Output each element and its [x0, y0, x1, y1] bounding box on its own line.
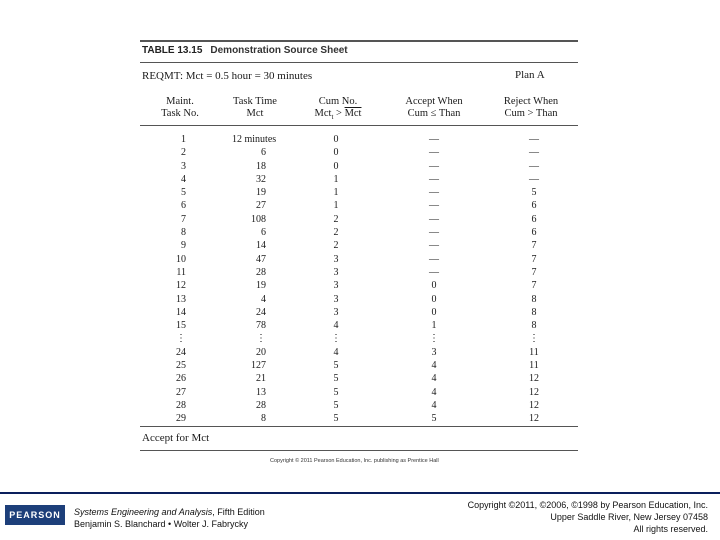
task-no-cell: 15 [176, 320, 186, 332]
cum-no-cell: 4 [333, 320, 339, 332]
accept-cell: 5 [431, 413, 437, 425]
header-cum-no [306, 96, 370, 123]
reject-cell: 11 [529, 360, 539, 372]
task-time-cell: 19 [256, 280, 266, 292]
demonstration-source-sheet [140, 38, 578, 464]
table-row [140, 213, 578, 226]
accept-cell: — [429, 213, 439, 225]
task-time-cell: 127 [251, 360, 266, 372]
reject-cell: 11 [529, 346, 539, 358]
accept-cell: 0 [431, 293, 437, 305]
publisher-logo: PEARSON [5, 505, 65, 525]
reject-cell: 12 [529, 399, 539, 411]
task-time-cell: 21 [256, 373, 266, 385]
task-time-cell: 24 [256, 306, 266, 318]
accept-cell: 4 [431, 399, 437, 411]
reject-cell: — [529, 160, 539, 172]
task-no-cell: 12 [176, 280, 186, 292]
accept-cell: — [429, 147, 439, 159]
cum-no-cell: 1 [333, 173, 339, 185]
reject-cell: 7 [531, 266, 537, 278]
task-no-cell: 8 [181, 227, 186, 239]
header-task-time [220, 96, 290, 120]
task-no-cell: 29 [176, 413, 186, 425]
header-task-time-line1: Task Time [233, 96, 277, 107]
header-accept-line2: Cum ≤ Than [407, 108, 461, 119]
table-row [140, 372, 578, 385]
accept-cell: — [429, 253, 439, 265]
reject-cell: 8 [531, 306, 537, 318]
header-task-no-line1: Maint. [166, 96, 194, 107]
body-bottom-rule [140, 426, 578, 427]
table-row [140, 266, 578, 279]
table-row [140, 293, 578, 306]
task-no-cell: 11 [176, 266, 186, 278]
task-time-cell: 6 [261, 227, 266, 239]
header-reject-line2: Cum > Than [504, 108, 558, 119]
accept-cell: — [429, 173, 439, 185]
header-rule [140, 125, 578, 126]
cum-no-cell: 3 [333, 280, 339, 292]
reject-cell: 8 [531, 320, 537, 332]
table-row [140, 160, 578, 173]
reject-cell: 6 [531, 213, 537, 225]
reject-cell: 12 [529, 386, 539, 398]
task-time-cell: 12 minutes [232, 134, 277, 145]
task-no-cell: 3 [181, 160, 186, 172]
task-time-cell: 28 [256, 266, 266, 278]
cum-no-cell: 1 [333, 200, 339, 212]
table-row [140, 173, 578, 186]
header-cum-no-line1: Cum No. [318, 96, 358, 107]
top-rule [140, 40, 578, 42]
task-no-cell: 26 [176, 373, 186, 385]
reject-cell: 6 [531, 227, 537, 239]
accept-cell: — [429, 227, 439, 239]
accept-cell: 4 [431, 386, 437, 398]
copyright-line2: Upper Saddle River, New Jersey 07458 [550, 512, 708, 522]
task-time-cell: 27 [256, 200, 266, 212]
table-title [142, 45, 348, 56]
task-no-cell: 28 [176, 399, 186, 411]
accept-cell: — [429, 200, 439, 212]
table-row [140, 412, 578, 425]
task-time-cell: 19 [256, 187, 266, 199]
book-title: Systems Engineering and Analysis [74, 507, 213, 517]
header-accept-line1: Accept When [405, 96, 463, 107]
header-task-no [148, 96, 212, 120]
table-row [140, 186, 578, 199]
cum-no-cell: 4 [333, 346, 339, 358]
accept-cell: 0 [431, 306, 437, 318]
book-authors: Benjamin S. Blanchard • Wolter J. Fabrycky [74, 519, 249, 529]
cum-no-cell: 2 [333, 227, 339, 239]
accept-cell: — [429, 187, 439, 199]
header-task-no-line2: Task No. [161, 108, 199, 119]
table-row [140, 279, 578, 292]
title-rule [140, 62, 578, 63]
table-row [140, 346, 578, 359]
reject-cell: 5 [531, 187, 537, 199]
cum-no-cell: 2 [333, 213, 339, 225]
table-row [140, 226, 578, 239]
task-time-cell: 108 [251, 213, 266, 225]
accept-cell: — [429, 240, 439, 252]
cum-no-cell: 3 [333, 253, 339, 265]
book-title-line [74, 506, 265, 518]
cum-no-cell: 5 [333, 413, 339, 425]
task-no-cell: 27 [176, 386, 186, 398]
reject-cell: — [529, 173, 539, 185]
accept-footer-label: Accept for Mct [142, 432, 210, 444]
cum-no-cell: 3 [333, 293, 339, 305]
table-body [140, 133, 578, 426]
accept-cell: 3 [431, 346, 437, 358]
table-row [140, 239, 578, 252]
task-no-cell: ⋮ [176, 333, 186, 345]
task-time-cell: 32 [256, 173, 266, 185]
table-row [140, 359, 578, 372]
table-label: TABLE 13.15 [142, 45, 203, 56]
header-accept [396, 96, 472, 120]
reject-cell: 12 [529, 413, 539, 425]
accept-cell: 0 [431, 280, 437, 292]
header-task-time-line2: Mct [246, 108, 264, 119]
task-time-cell: 18 [256, 160, 266, 172]
accept-cell: — [429, 160, 439, 172]
task-no-cell: 4 [181, 173, 186, 185]
task-time-cell: ⋮ [256, 333, 266, 345]
task-no-cell: 10 [176, 253, 186, 265]
accept-cell: — [429, 266, 439, 278]
task-time-cell: 13 [256, 386, 266, 398]
table-row [140, 199, 578, 212]
table-row [140, 399, 578, 412]
task-no-cell: 25 [176, 360, 186, 372]
cum-no-cell: 3 [333, 266, 339, 278]
task-time-cell: 78 [256, 320, 266, 332]
cum-no-cell: 2 [333, 240, 339, 252]
table-row [140, 319, 578, 332]
cum-no-cell: 0 [333, 134, 339, 145]
table-credit: Copyright © 2011 Pearson Education, Inc. publishing as Prentice Hall [270, 458, 439, 464]
header-reject [494, 96, 568, 120]
copyright-line1: Copyright ©2011, ©2006, ©1998 by Pearson Education, Inc. [467, 500, 708, 510]
header-cum-no-line2: $Mct_t > \overline{Mct}$ [314, 108, 362, 122]
accept-cell: 1 [431, 320, 437, 332]
cum-no-cell: ⋮ [331, 333, 341, 345]
cum-no-cell: 5 [333, 386, 339, 398]
plan-label: Plan A [515, 69, 545, 81]
requirement-text: REQMT: Mct = 0.5 hour = 30 minutes [142, 70, 313, 82]
reject-cell: 7 [531, 240, 537, 252]
reject-cell: — [529, 147, 539, 159]
accept-cell: — [429, 134, 439, 145]
table-row [140, 386, 578, 399]
task-time-cell: 28 [256, 399, 266, 411]
book-edition: , Fifth Edition [212, 507, 265, 517]
header-reject-line1: Reject When [503, 96, 559, 107]
accept-cell: 4 [431, 360, 437, 372]
task-time-cell: 20 [256, 346, 266, 358]
reject-cell: 6 [531, 200, 537, 212]
book-credit [74, 506, 265, 530]
header-cum-no-mct: $\overline{Mct}$ [344, 108, 362, 119]
accept-cell: ⋮ [429, 333, 439, 345]
table-row [140, 133, 578, 146]
cum-no-cell: 5 [333, 399, 339, 411]
task-no-cell: 24 [176, 346, 186, 358]
table-row [140, 146, 578, 159]
task-no-cell: 9 [181, 240, 186, 252]
task-time-cell: 47 [256, 253, 266, 265]
cum-no-cell: 0 [333, 147, 339, 159]
sheet-bottom-rule [140, 450, 578, 451]
task-time-cell: 14 [256, 240, 266, 252]
cum-no-cell: 0 [333, 160, 339, 172]
task-no-cell: 13 [176, 293, 186, 305]
task-time-cell: 8 [261, 413, 266, 425]
reject-cell: 8 [531, 293, 537, 305]
reject-cell: — [529, 134, 539, 145]
table-row [140, 306, 578, 319]
reject-cell: ⋮ [529, 333, 539, 345]
footer-bar [0, 492, 720, 494]
task-no-cell: 7 [181, 213, 186, 225]
copyright-line3: All rights reserved. [633, 524, 708, 534]
reject-cell: 7 [531, 253, 537, 265]
reject-cell: 12 [529, 373, 539, 385]
task-time-cell: 6 [261, 147, 266, 159]
task-time-cell: 4 [261, 293, 266, 305]
task-no-cell: 14 [176, 306, 186, 318]
task-no-cell: 5 [181, 187, 186, 199]
copyright-notice [468, 499, 708, 535]
table-row [140, 332, 578, 345]
cum-no-cell: 5 [333, 360, 339, 372]
cum-no-cell: 1 [333, 187, 339, 199]
task-no-cell: 2 [181, 147, 186, 159]
reject-cell: 7 [531, 280, 537, 292]
table-row [140, 253, 578, 266]
task-no-cell: 6 [181, 200, 186, 212]
cum-no-cell: 5 [333, 373, 339, 385]
table-name: Demonstration Source Sheet [210, 45, 348, 56]
task-no-cell: 1 [181, 134, 186, 145]
cum-no-cell: 3 [333, 306, 339, 318]
accept-cell: 4 [431, 373, 437, 385]
